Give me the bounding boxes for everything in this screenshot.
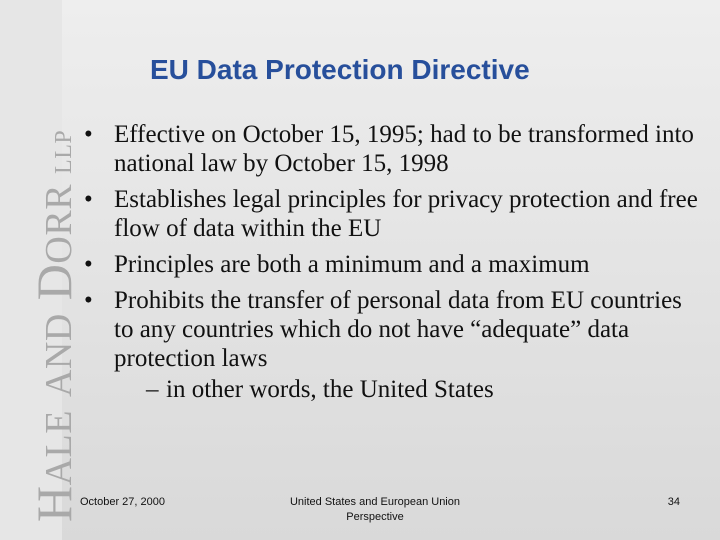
bullet-item xyxy=(82,250,702,279)
bullet-text: Effective on October 15, 1995; had to be transformed into national law by October 15, 1998 xyxy=(114,121,694,177)
bullet-marker: • xyxy=(84,251,93,278)
firm-logo xyxy=(26,129,82,522)
footer-center-line2: Perspective xyxy=(346,511,404,523)
bullet-marker: • xyxy=(84,186,93,213)
logo-connector: AND xyxy=(38,313,80,398)
logo-second-rest: ORR xyxy=(38,183,80,264)
bullet-marker: • xyxy=(84,287,93,314)
bullet-text: Prohibits the transfer of personal data from EU countries to any countries which do not have “adequate” data protection laws xyxy=(114,287,682,372)
bullet-text: Principles are both a minimum and a maximum xyxy=(114,251,590,278)
bullet-item xyxy=(82,286,702,404)
bullet-item xyxy=(82,120,702,178)
logo-first-initial: H xyxy=(26,485,82,522)
bullet-item xyxy=(82,185,702,243)
sub-bullet-item xyxy=(114,375,702,404)
sub-bullet-text: in other words, the United States xyxy=(166,376,494,403)
sub-bullet-marker: – xyxy=(146,376,159,403)
footer-center-line1: United States and European Union xyxy=(289,496,460,508)
bullet-text: Establishes legal principles for privacy protection and free flow of data within the EU xyxy=(114,186,698,242)
logo-suffix: LLP xyxy=(51,129,77,174)
page-number: 34 xyxy=(667,496,680,508)
slide-title: EU Data Protection Directive xyxy=(150,54,530,85)
logo-first-rest: ALE xyxy=(38,410,80,486)
bullet-marker: • xyxy=(84,121,93,148)
footer-presentation-title xyxy=(270,495,480,525)
logo-second-initial: D xyxy=(26,263,82,301)
footer-date: October 27, 2000 xyxy=(80,496,166,508)
bullet-list xyxy=(82,120,702,411)
